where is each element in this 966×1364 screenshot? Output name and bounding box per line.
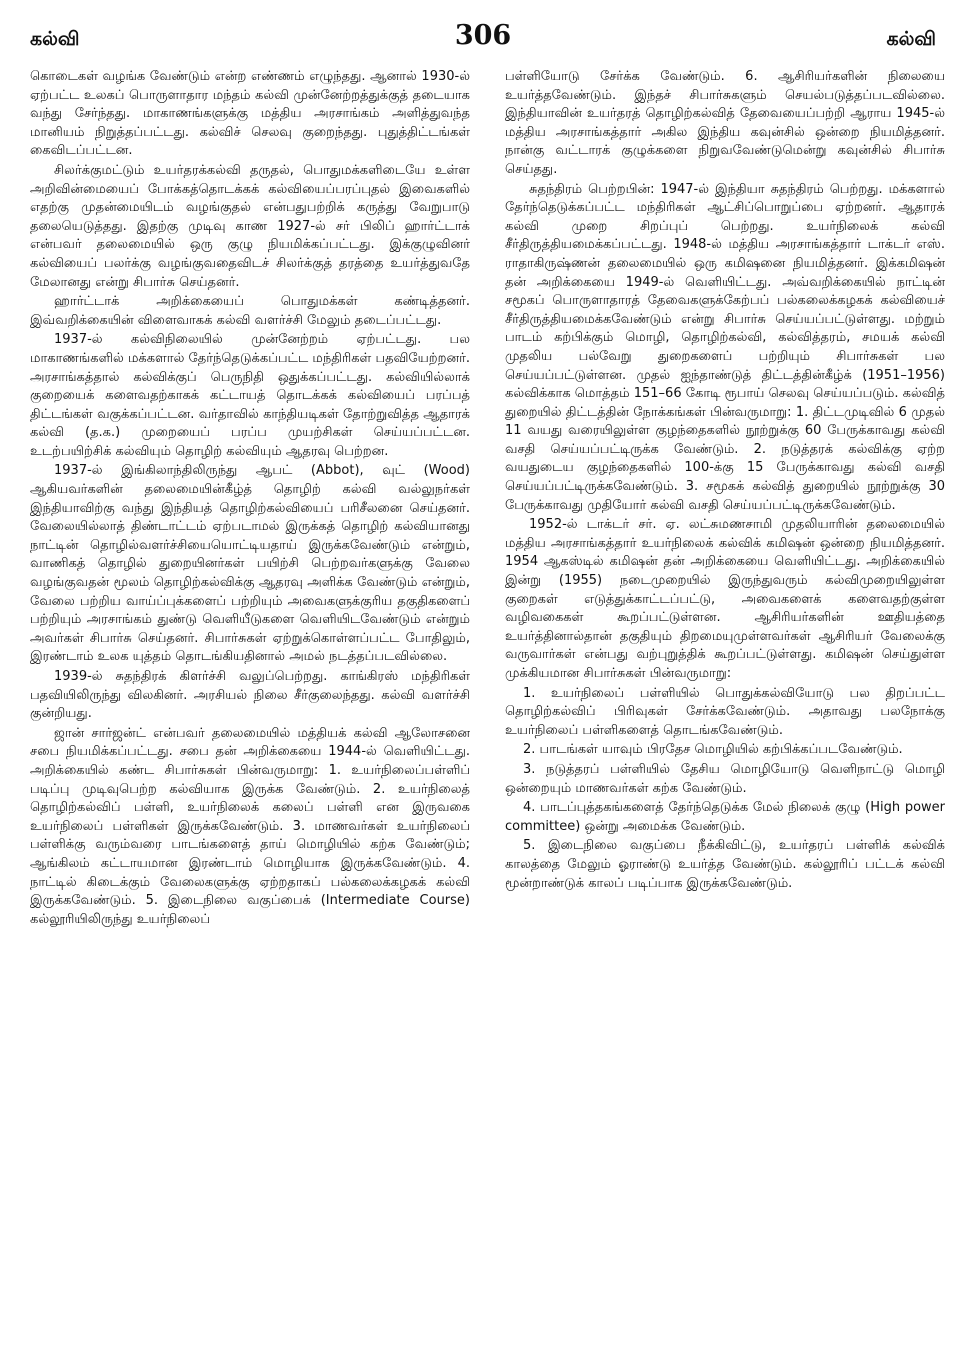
- running-title-right: கல்வி: [886, 28, 936, 50]
- paragraph: 1937-ல் இங்கிலாந்திலிருந்து ஆபட் (Abbot), வுட் (Wood) ஆகியவர்களின் தலைமையின்கீழ்த் தொழிற் கல்வி வல்லுநர்கள் இந்தியாவிற்கு வந்து இந்தியத் தொழிற்கல்வியைப் பரிசீலனை செய்தனர். வேலையில்லாத் திண்டாட்டம் ஏற்படாமல் இருக்கத் தொழிற் கல்வியானது நாட்டின் தொழில்வளர்ச்சியையொட்டியதாய் இருக்கவேண்டும் என்றும், வாணிகத் தொழில் துறையினர்கள் பயிற்சி பெற்றவர்களுக்கு வேலை வழங்குவதன் மூலம் தொழிற்கல்விக்கு ஆதரவு அளிக்க வேண்டும் என்றும், வேலை பற்றிய வாய்ப்புக்களைப் பற்றியும் அவைகளுக்குரிய தகுதிகளைப் பற்றியும் அரசாங்கம் துண்டு வெளியீடுகளை வெளியிடவேண்டும் என்றும் அவர்கள் சிபார்சு செய்தனர். சிபார்சுகள் ஏற்றுக்கொள்ளப்பட்ட போதிலும், இரண்டாம் உலக யுத்தம் தொடங்கியதினால் அமல் நடத்தப்படவில்லை.: [30, 463, 470, 665]
- running-title-left: கல்வி: [30, 28, 80, 50]
- recommendation-item: 1. உயர்நிலைப் பள்ளியில் பொதுக்கல்வியோடு பல திறப்பட்ட தொழிற்கல்விப் பிரிவுகள் சேர்க்கவேண்டும். அதாவது பலநோக்கு உயர்நிலைப் பள்ளிகளைத் தொடங்கவேண்டும்.: [505, 685, 945, 738]
- right-column: [505, 68, 945, 1352]
- paragraph: பள்ளியோடு சேர்க்க வேண்டும். 6. ஆசிரியர்களின் நிலையை உயர்த்தவேண்டும். இந்தச் சிபார்சுகளும் செயல்படுத்தப்படவில்லை. இந்தியாவின் உயர்தரத் தொழிற்கல்வித் தேவையைப்பற்றி ஆராய 1945-ல் மத்திய அரசாங்கத்தார் அகில இந்திய கவுன்சில் ஒன்றை நியமித்தனர். நான்கு வட்டாரக் குழுக்களை நிறுவவேண்டுமென்று கவுன்சில் சிபார்சு செய்தது.: [505, 69, 945, 177]
- recommendation-item: 3. நடுத்தரப் பள்ளியில் தேசிய மொழியோடு வெளிநாட்டு மொழி ஒன்றையும் மாணவர்கள் கற்க வேண்டும்.: [505, 761, 945, 796]
- page-number: 306: [454, 20, 512, 51]
- paragraph: சுதந்திரம் பெற்றபின்: 1947-ல் இந்தியா சுதந்திரம் பெற்றது. மக்களால் தேர்ந்தெடுக்கப்பட்ட மந்திரிகள் ஆட்சிப்பொறுப்பை ஏற்றனர். ஆதாரக் கல்வி முறை சிறப்புப் பெற்றது. உயர்நிலைக் கல்வி சீர்திருத்தியமைக்கப்பட்டது. 1948-ல் மத்திய அரசாங்கத்தார் டாக்டர் எஸ். ராதாகிருஷ்ணன் தலைமையில் ஒரு கமிஷனை நியமித்தனர். இக்கமிஷன் தன் அறிக்கையை 1949-ல் வெளியிட்டது. அவ்வறிக்கையில் நாட்டின் சமூகப் பொருளாதாரத் தேவைகளுக்கேற்பப் பல்கலைக்கழகக் கல்வியைச் சீர்திருத்தியமைக்கவேண்டும் என்று சிபார்சு செய்யப்பட்டுள்ளது. மற்றும் பாடம் கற்பிக்கும் மொழி, தொழிற்கல்வி, கல்வித்தரம், சமயக் கல்வி முதலிய பல்வேறு துறைகளைப் பற்றியும் சிபார்சுகள் பல செய்யப்பட்டுள்ளன. முதல் ஐந்தாண்டுத் திட்டத்தின்கீழ்க் (1951–1956) கல்விக்காக மொத்தம் 151–66 கோடி ரூபாய் செலவு செய்யப்படும். கல்வித் துறையில் திட்டத்தின் நோக்கங்கள் பின்வருமாறு: 1. திட்டமுடிவில் 6 முதல் 11 வயது வரையிலுள்ள குழந்தைகளில் நூற்றுக்கு 60 பேருக்காவது கல்வி வசதி செய்யப்பட்டிருக்க வேண்டும். 2. நடுத்தரக் கல்விக்கு ஏற்ற வயதுடைய குழந்தைகளில் 100-க்கு 15 பேருக்காவது கல்வி வசதி செய்யப்பட்டிருக்கவேண்டும். 3. சமூகக் கல்வித் துறையில் நூற்றுக்கு 30 பேருக்காவது முதியோர் கல்வி வசதி செய்யப்பட்டிருக்கவேண்டும்.: [505, 181, 945, 513]
- recommendation-item: 2. பாடங்கள் யாவும் பிரதேச மொழியில் கற்பிக்கப்படவேண்டும்.: [523, 742, 903, 758]
- page-header: [24, 18, 942, 62]
- left-column: [30, 68, 470, 1352]
- paragraph: 1937-ல் கல்விநிலையில் முன்னேற்றம் ஏற்பட்டது. பல மாகாணங்களில் மக்களால் தேர்ந்தெடுக்கப்பட்ட மந்திரிகள் பதவியேற்றனர். அரசாங்கத்தால் கல்விக்குப் பெருநிதி ஒதுக்கப்பட்டது. கல்வியில்லாக் குறையைக் களைவதற்காகக் கட்டாயத் தொடக்கக் கல்வியைப் பரப்பத் திட்டங்கள் வகுக்கப்பட்டன. வர்தாவில் காந்தியடிகள் தோற்றுவித்த ஆதாரக் கல்வி (த.க.) முறையைப் பரப்ப முயற்சிகள் செய்யப்பட்டன. உடற்பயிற்சிக் கல்வியும் தொழிற் கல்வியும் ஆதரவு பெற்றன.: [30, 332, 470, 459]
- paragraph: சிலர்க்குமட்டும் உயர்தரக்கல்வி தருதல், பொதுமக்களிடையே உள்ள அறிவின்மையைப் போக்கத்தொடக்கக் கல்வியைப்பரப்புதல் இவைகளில் எதற்கு முதன்மையிடம் வழங்குதல் என்பதுபற்றிக் கருத்து வேறுபாடு தலையெடுத்தது. இதற்கு முடிவு காண 1927-ல் சர் பிலிப் ஹார்ட்டாக் என்பவர் தலைமையில் ஒரு குழு நியமிக்கப்பட்டது. இக்குழுவினர் கல்வியைப் பலர்க்கு வழங்குவதைவிடச் சிலர்க்குத் தரத்தை உயர்த்துவதே மேலானது என்று சிபார்சு செய்தனர்.: [30, 162, 470, 290]
- paragraph: 1939-ல் சுதந்திரக் கிளர்ச்சி வலுப்பெற்றது. காங்கிரஸ் மந்திரிகள் பதவியிலிருந்து விலகினர். அரசியல் நிலை சீர்குலைந்தது. கல்வி வளர்ச்சி குன்றியது.: [30, 669, 470, 722]
- paragraph: ஜான் சார்ஜன்ட் என்பவர் தலைமையில் மத்தியக் கல்வி ஆலோசனை சபை நியமிக்கப்பட்டது. சபை தன் அறிக்கையை 1944-ல் வெளியிட்டது. அறிக்கையில் கண்ட சிபார்சுகள் பின்வருமாறு: 1. உயர்நிலைப்பள்ளிப் படிப்பு முடிவுபெற்ற கல்வியாக இருக்க வேண்டும். 2. உயர்நிலைத் தொழிற்கல்விப் பள்ளி, உயர்நிலைக் கலைப் பள்ளி என இருவகை உயர்நிலைப் பள்ளிகள் இருக்கவேண்டும். 3. மாணவர்கள் உயர்நிலைப் பள்ளிக்கு வரும்வரை பாடங்களைத் தாய் மொழியில் கற்க வேண்டும்; ஆங்கிலம் கட்டாயமான இரண்டாம் மொழியாக இருக்கவேண்டும். 4. நாட்டில் கிடைக்கும் வேலைகளுக்கு ஏற்றதாகப் பல்கலைக்கழகக் கல்வி இருக்கவேண்டும். 5. இடைநிலை வகுப்பைக் (Intermediate Course) கல்லூரியிலிருந்து உயர்நிலைப்: [30, 725, 470, 927]
- paragraph: 1952-ல் டாக்டர் சர். ஏ. லட்சுமணசாமி முதலியாரின் தலைமையில் மத்திய அரசாங்கத்தார் உயர்நிலைக் கல்விக் கமிஷன் ஒன்றை நியமித்தனர். 1954 ஆகஸ்டில் கமிஷன் தன் அறிக்கையை வெளியிட்டது. அறிக்கையில் இன்று (1955) நடைமுறையில் இருந்துவரும் கல்விமுறையிலுள்ள குறைகள் எடுத்துக்காட்டப்பட்டு, அவைகளைக் களைவதற்குள்ள வழிவகைகள் கூறப்பட்டுள்ளன. ஆசிரியர்களின் ஊதியத்தை உயர்த்தினால்தான் தகுதியும் திறமையுமுள்ளவர்கள் ஆசிரியர் வேலைக்கு வருவார்கள் என்பது வற்புறுத்திக் கூறப்பட்டுள்ளது. கமிஷன் செய்துள்ள முக்கியமான சிபார்சுகள் பின்வருமாறு:: [505, 517, 945, 681]
- recommendation-item: 5. இடைநிலை வகுப்பை நீக்கிவிட்டு, உயர்தரப் பள்ளிக் கல்விக் காலத்தை மேலும் ஓராண்டு உயர்த்த வேண்டும். கல்லூரிப் பட்டக் கல்வி மூன்றாண்டுக் காலப் படிப்பாக இருக்கவேண்டும்.: [505, 838, 945, 891]
- paragraph: கொடைகள் வழங்க வேண்டும் என்ற எண்ணம் எழுந்தது. ஆனால் 1930-ல் ஏற்பட்ட உலகப் பொருளாதார மந்தம் கல்வி முன்னேற்றத்துக்குத் தடையாக வந்து சேர்ந்தது. மாகாணங்களுக்கு மத்திய அரசாங்கம் அளித்துவந்த மானியம் நிறுத்தப்பட்டது. கல்விச் செலவு குறைந்தது. புதுத்திட்டங்கள் கைவிடப்பட்டன.: [30, 69, 470, 159]
- recommendation-item: 4. பாடப்புத்தகங்களைத் தேர்ந்தெடுக்க மேல் நிலைக் குழு (High power committee) ஒன்று அமைக்க வேண்டும்.: [505, 800, 945, 834]
- paragraph: ஹார்ட்டாக் அறிக்கையைப் பொதுமக்கள் கண்டித்தனர். இவ்வறிக்கையின் விளைவாகக் கல்வி வளர்ச்சி மேலும் தடைப்பட்டது.: [30, 294, 470, 328]
